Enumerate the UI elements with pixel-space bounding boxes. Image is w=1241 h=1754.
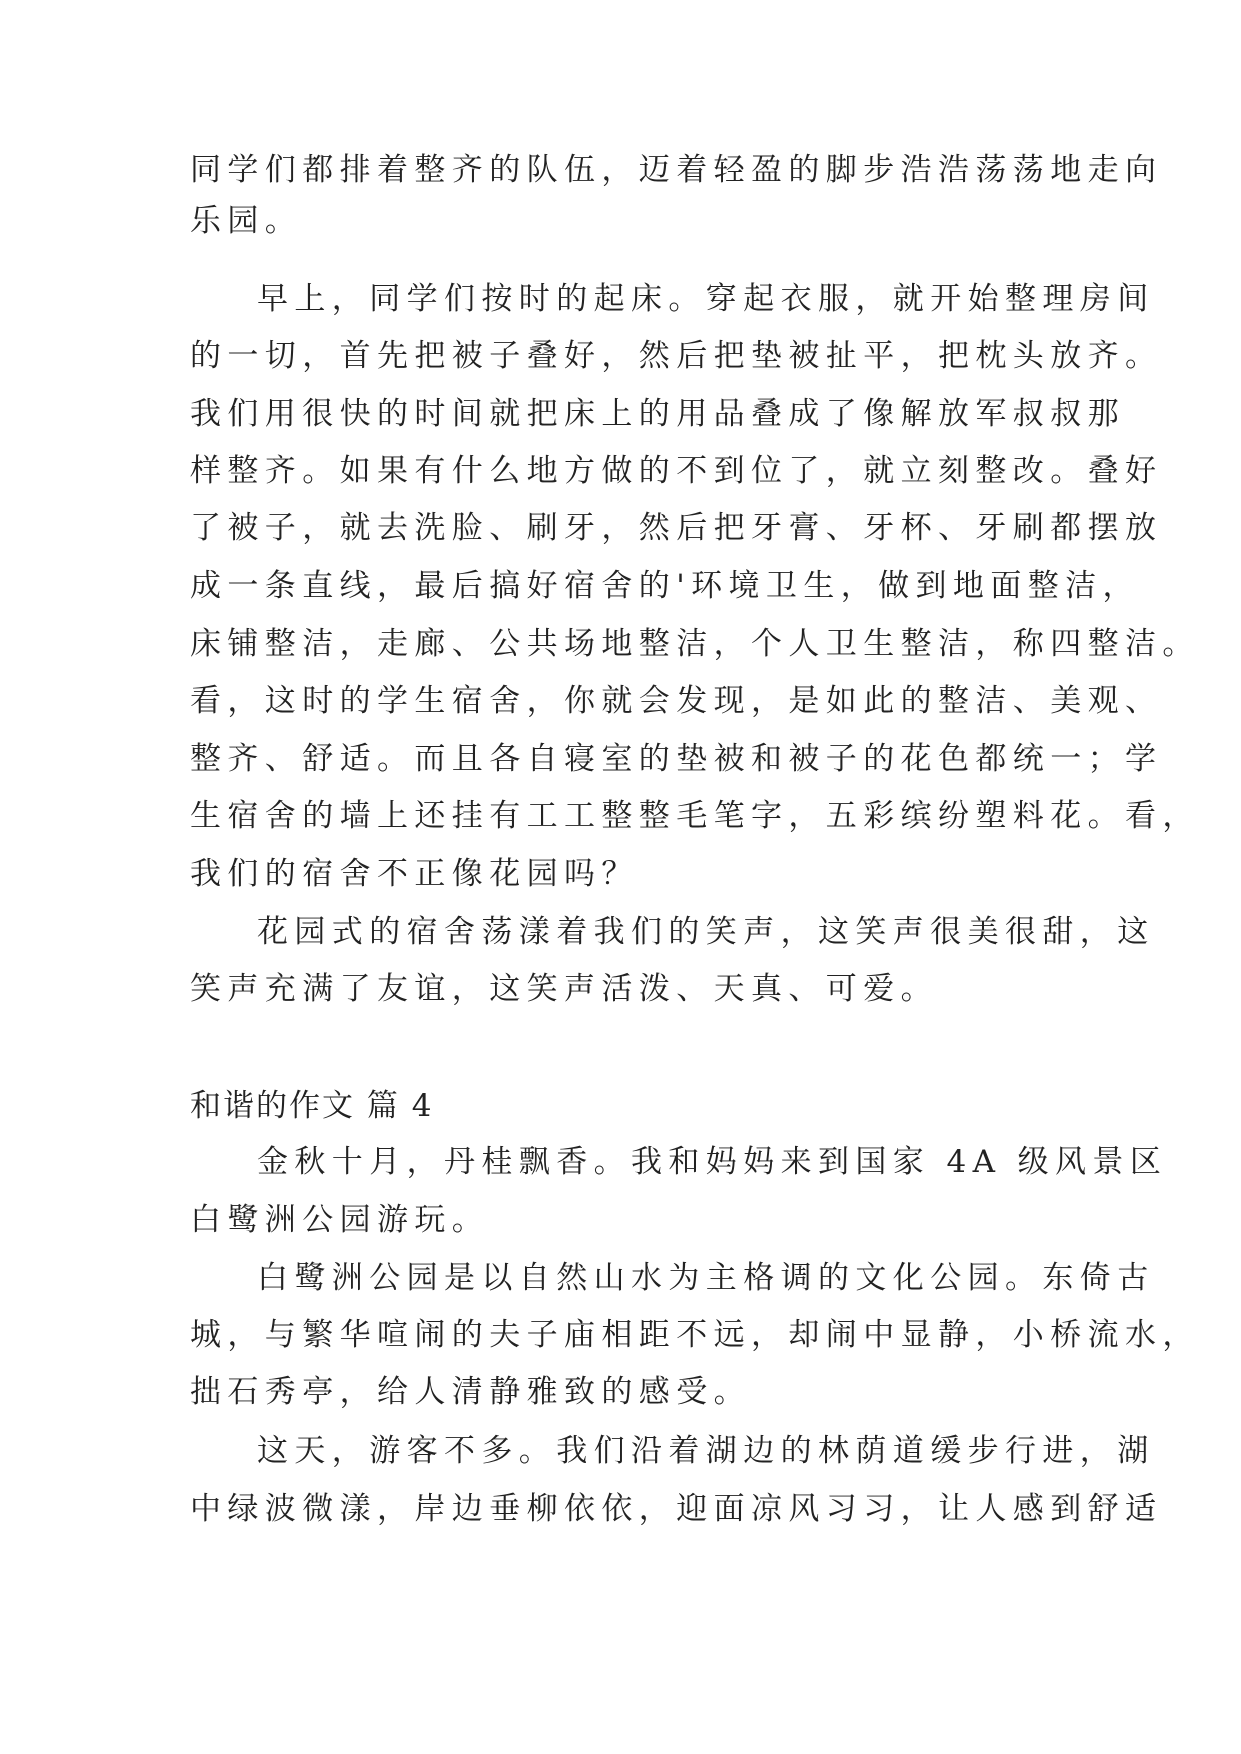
paragraph-first-line: 白鹭洲公园是以自然山水为主格调的文化公园。东倚古 [257,1260,1155,1296]
text-line: 样整齐。如果有什么地方做的不到位了，就立刻整改。叠好 [190,453,1163,489]
text-line: 成一条直线，最后搞好宿舍的'环境卫生，做到地面整洁， [190,568,1140,604]
paragraph-first-line: 花园式的宿舍荡漾着我们的笑声，这笑声很美很甜，这 [257,914,1155,950]
text-line: 城，与繁华喧闹的夫子庙相距不远，却闹中显静，小桥流水， [190,1317,1200,1353]
text-line: 了被子，就去洗脸、刷牙，然后把牙膏、牙杯、牙刷都摆放 [190,510,1163,546]
text-line: 白鹭洲公园游玩。 [190,1202,490,1238]
text-line: 整齐、舒适。而且各自寝室的垫被和被子的花色都统一；学 [190,741,1163,777]
text-line: 的一切，首先把被子叠好，然后把垫被扯平，把枕头放齐。 [190,338,1163,374]
text-line: 我们用很快的时间就把床上的用品叠成了像解放军叔叔那 [190,396,1125,432]
text-line: 床铺整洁，走廊、公共场地整洁，个人卫生整洁，称四整洁。 [190,626,1200,662]
paragraph-first-line: 这天，游客不多。我们沿着湖边的林荫道缓步行进，湖 [257,1433,1155,1469]
paragraph-first-line: 金秋十月，丹桂飘香。我和妈妈来到国家 4A 级风景区 [257,1144,1168,1180]
text-line: 乐园。 [190,203,303,239]
text-line: 我们的宿舍不正像花园吗？ [190,856,639,892]
text-line: 拙石秀亭，给人清静雅致的感受。 [190,1374,751,1410]
section-heading: 和谐的作文 篇 4 [190,1088,434,1124]
text-line: 笑声充满了友谊，这笑声活泼、天真、可爱。 [190,971,938,1007]
text-line: 生宿舍的墙上还挂有工工整整毛笔字，五彩缤纷塑料花。看， [190,798,1200,834]
text-line: 中绿波微漾，岸边垂柳依依，迎面凉风习习，让人感到舒适 [190,1491,1163,1527]
paragraph-first-line: 早上，同学们按时的起床。穿起衣服，就开始整理房间 [257,281,1155,317]
text-line: 看，这时的学生宿舍，你就会发现，是如此的整洁、美观、 [190,683,1163,719]
text-line: 同学们都排着整齐的队伍，迈着轻盈的脚步浩浩荡荡地走向 [190,152,1163,188]
